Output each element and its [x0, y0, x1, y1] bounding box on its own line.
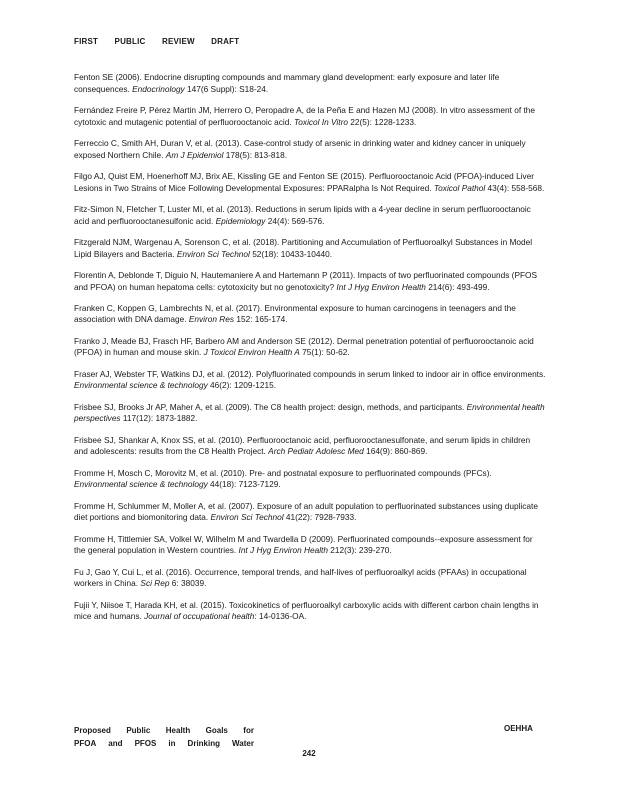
reference-volume-pages: 22(5): 1228-1233.: [347, 116, 417, 127]
footer-document-title: [74, 724, 254, 750]
reference-entry: [74, 600, 546, 623]
reference-entry: [74, 204, 546, 227]
reference-entry: [74, 501, 546, 524]
reference-journal: Environ Sci Technol: [176, 248, 250, 259]
reference-entry: [74, 402, 546, 425]
header-word: DRAFT: [211, 37, 240, 46]
reference-volume-pages: : 14-0136-OA.: [254, 611, 307, 622]
reference-entry: [74, 534, 546, 557]
reference-citation: Fernández Freire P, Pérez Martin JM, Herrero O, Peropadre A, de la Peña E and Hazen MJ (2008). In vitro assessment of the cytotoxic and mutagenic potential of perfluorooctanoic acid.: [74, 104, 535, 127]
reference-volume-pages: 117(12): 1873-1882.: [120, 413, 198, 424]
reference-journal: Toxicol Pathol: [433, 182, 486, 193]
reference-citation: Fujii Y, Niisoe T, Harada KH, et al. (2015). Toxicokinetics of perfluoroalkyl carboxylic acids with different carbon chain lengths in mice and humans.: [74, 599, 539, 622]
reference-entry: [74, 72, 546, 95]
reference-journal: Arch Pediatr Adolesc Med: [268, 446, 364, 457]
reference-citation: Fu J, Gao Y, Cui L, et al. (2016). Occurrence, temporal trends, and half-lives of perfluoroalkyl acids (PFAAs) in occupational workers in China.: [74, 566, 527, 589]
reference-journal: Int J Hyg Environ Health: [336, 281, 426, 292]
reference-journal: Endocrinology: [132, 83, 185, 94]
reference-entry: [74, 369, 546, 392]
header-word: REVIEW: [161, 37, 195, 46]
reference-entry: [74, 303, 546, 326]
header-word: FIRST: [74, 37, 99, 46]
reference-citation: Franko J, Meade BJ, Frasch HF, Barbero AM and Anderson SE (2012). Dermal penetration potential of perfluorooctanoic acid (PFOA) in human and mouse skin.: [74, 335, 534, 358]
footer-word: Proposed: [74, 726, 111, 735]
footer-word: Drinking: [187, 739, 220, 748]
reference-journal: Am J Epidemiol: [165, 149, 224, 160]
reference-volume-pages: 75(1): 50-62.: [299, 347, 350, 358]
reference-citation: Fromme H, Mosch C, Morovitz M, et al. (2010). Pre- and postnatal exposure to perfluorinated compounds (PFCs).: [74, 467, 492, 478]
reference-journal: Environ Sci Technol: [210, 512, 284, 523]
reference-entry: [74, 336, 546, 359]
reference-volume-pages: 41(22): 7928-7933.: [283, 512, 357, 523]
reference-entry: [74, 105, 546, 128]
reference-entry: [74, 468, 546, 491]
reference-journal: J Toxicol Environ Health A: [203, 347, 300, 358]
reference-citation: Franken C, Koppen G, Lambrechts N, et al. (2017). Environmental exposure to human carcinogens in teenagers and the association with DNA damage.: [74, 302, 516, 325]
reference-journal: Sci Rep: [140, 578, 170, 589]
reference-journal: Environ Res: [188, 314, 235, 325]
draft-header: [74, 37, 253, 46]
reference-list: [74, 72, 546, 633]
reference-citation: Filgo AJ, Quist EM, Hoenerhoff MJ, Brix AE, Kissling GE and Fenton SE (2015). Perfluorooctanoic Acid (PFOA)-induced Liver Lesions in Two Strains of Mice Following Developmental Exposures: PPARalpha Is Not Required.: [74, 170, 535, 193]
reference-citation: Ferreccio C, Smith AH, Duran V, et al. (2013). Case-control study of arsenic in drinking water and kidney cancer in uniquely exposed Northern Chile.: [74, 137, 526, 160]
reference-journal: Environmental health perspectives: [74, 401, 545, 424]
reference-entry: [74, 567, 546, 590]
reference-volume-pages: 164(9): 860-869.: [363, 446, 428, 457]
reference-volume-pages: 147(6 Suppl): S18-24.: [184, 83, 269, 94]
footer-word: Goals: [205, 726, 228, 735]
reference-entry: [74, 435, 546, 458]
footer-word: Public: [126, 726, 151, 735]
reference-citation: Fromme H, Tittlemier SA, Volkel W, Wilhelm M and Twardella D (2009). Perfluorinated compounds--exposure assessment for the general population in Western countries.: [74, 533, 533, 556]
reference-journal: Int J Hyg Environ Health: [238, 545, 328, 556]
footer-agency: OEHHA: [504, 724, 533, 733]
header-word: PUBLIC: [114, 37, 146, 46]
reference-journal: Journal of occupational health: [144, 611, 255, 622]
reference-journal: Toxicol In Vitro: [294, 116, 348, 127]
reference-journal: Environmental science & technology: [74, 380, 208, 391]
reference-citation: Fromme H, Schlummer M, Moller A, et al. (2007). Exposure of an adult population to perfluorinated substances using duplicate diet portions and biomonitoring data.: [74, 500, 538, 523]
reference-volume-pages: 46(2): 1209-1215.: [207, 380, 277, 391]
footer-word: Water: [232, 739, 254, 748]
reference-journal: Epidemiology: [215, 215, 266, 226]
reference-citation: Frisbee SJ, Brooks Jr AP, Maher A, et al. (2009). The C8 health project: design, methods, and participants.: [74, 401, 467, 412]
reference-citation: Fitzgerald NJM, Wargenau A, Sorenson C, et al. (2018). Partitioning and Accumulation of Perfluoroalkyl Substances in Model Lipid Bilayers and Bacteria.: [74, 236, 533, 259]
reference-volume-pages: 212(3): 239-270.: [327, 545, 392, 556]
reference-citation: Fitz-Simon N, Fletcher T, Luster MI, et al. (2013). Reductions in serum lipids with a 4-year decline in serum perfluorooctanoic acid and perfluorooctanesulfonic acid.: [74, 203, 531, 226]
reference-volume-pages: 214(6): 493-499.: [425, 281, 490, 292]
reference-volume-pages: 52(18): 10433-10440.: [249, 248, 333, 259]
reference-volume-pages: 43(4): 558-568.: [485, 182, 545, 193]
reference-entry: [74, 270, 546, 293]
reference-citation: Florentin A, Deblonde T, Diguio N, Hautemaniere A and Hartemann P (2011). Impacts of two perfluorinated compounds (PFOS and PFOA) on human hepatoma cells: cytotoxicity but no genotoxicity?: [74, 269, 538, 292]
reference-journal: Environmental science & technology: [74, 479, 208, 490]
footer-word: in: [168, 739, 176, 748]
reference-volume-pages: 178(5): 813-818.: [223, 149, 288, 160]
reference-citation: Fraser AJ, Webster TF, Watkins DJ, et al. (2012). Polyfluorinated compounds in serum linked to indoor air in office environments.: [74, 368, 546, 379]
reference-volume-pages: 24(4): 569-576.: [265, 215, 325, 226]
footer-word: PFOA: [74, 739, 97, 748]
reference-citation: Fenton SE (2006). Endocrine disrupting compounds and mammary gland development: early exposure and later life consequences.: [74, 72, 500, 94]
footer-word: PFOS: [134, 739, 157, 748]
reference-volume-pages: 44(18): 7123-7129.: [207, 479, 281, 490]
page-number: 242: [302, 749, 316, 758]
footer-word: for: [243, 726, 254, 735]
reference-citation: Frisbee SJ, Shankar A, Knox SS, et al. (2010). Perfluorooctanoic acid, perfluorooctanesulfonate, and serum lipids in children and adolescents: results from the C8 Health Project.: [74, 434, 531, 457]
reference-entry: [74, 237, 546, 260]
reference-volume-pages: 6: 38039.: [169, 578, 207, 589]
reference-volume-pages: 152: 165-174.: [234, 314, 288, 325]
footer-word: and: [108, 739, 123, 748]
reference-entry: [74, 138, 546, 161]
reference-entry: [74, 171, 546, 194]
footer-word: Health: [165, 726, 191, 735]
